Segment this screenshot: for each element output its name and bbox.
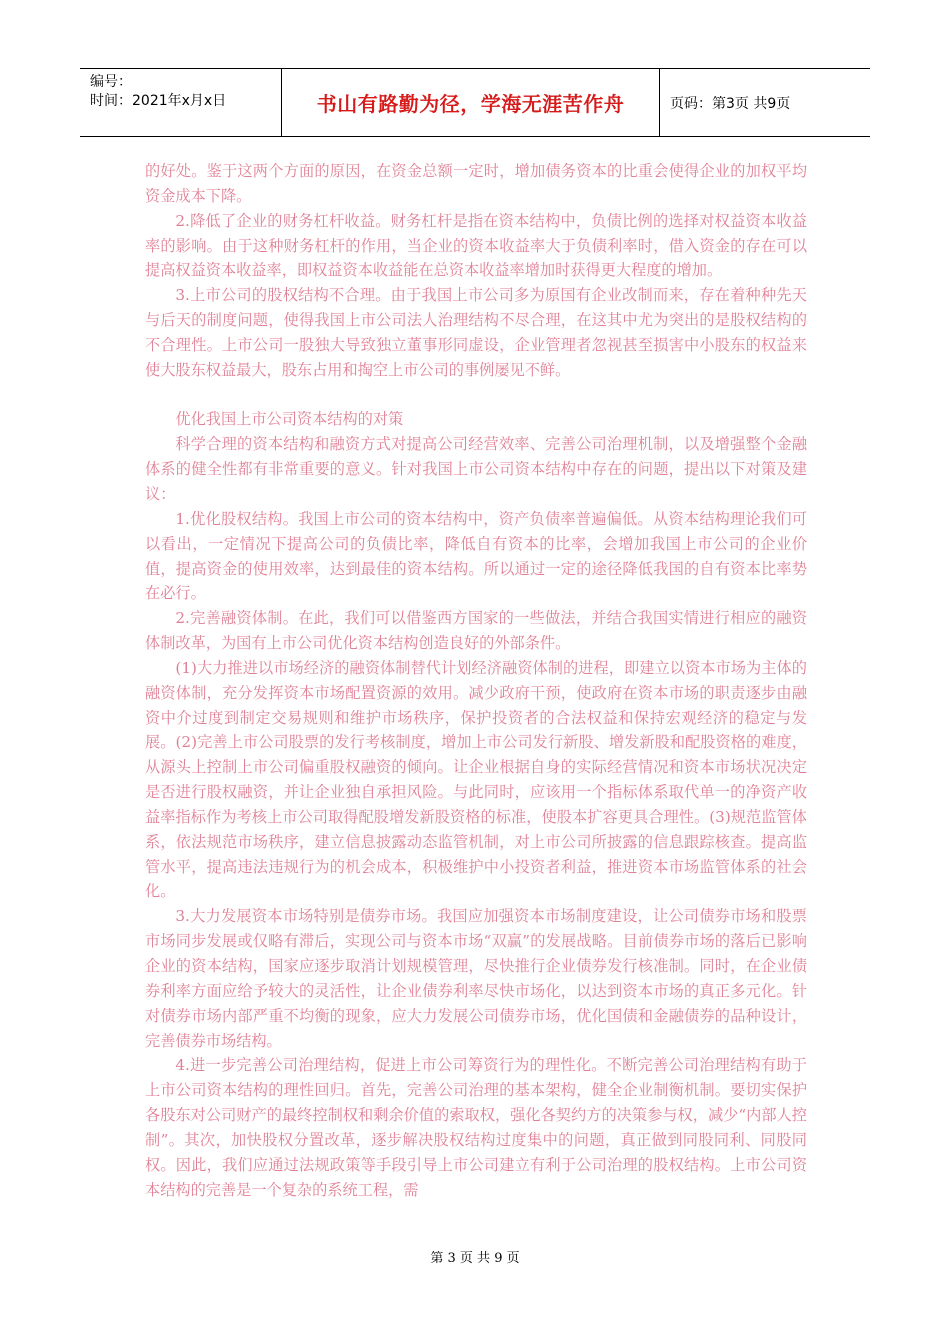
header-page-number: 页码：第3页 共9页 <box>670 95 791 112</box>
paragraph-financing-system: 2.完善融资体制。在此，我们可以借鉴西方国家的一些做法，并结合我国实情进行相应的融资体制改革，为国有上市公司优化资本结构创造良好的外部条件。 <box>145 609 807 653</box>
paragraph-intro: 科学合理的资本结构和融资方式对提高公司经营效率、完善公司治理机制，以及增强整个金融体系的健全性都有非常重要的意义。针对我国上市公司资本结构中存在的问题，提出以下对策及建议： <box>145 435 807 503</box>
paragraph-continuation: 的好处。鉴于这两个方面的原因，在资金总额一定时，增加债务资本的比重会使得企业的加权平均资金成本下降。 <box>145 162 807 205</box>
paragraph-optimize-equity: 1.优化股权结构。我国上市公司的资本结构中，资产负债率普遍偏低。从资本结构理论我们可以看出，一定情况下提高公司的负债比率，降低自有资本的比率，会增加我国上市公司的企业价值，提高资金的使用效率，达到最佳的资本结构。所以通过一定的途径降低我国的自有资本比率势在必行。 <box>145 509 807 603</box>
header-motto: 书山有路勤为径，学海无涯苦作舟 <box>282 69 660 136</box>
document-body <box>145 159 807 1202</box>
paragraph-financial-leverage: 2.降低了企业的财务杠杆收益。财务杠杆是指在资本结构中，负债比例的选择对权益资本收益率的影响。由于这种财务杠杆的作用，当企业的资本收益率大于负债利率时，借入资金的存在可以提高权益资本收益率，即权益资本收益能在总资本收益率增加时获得更大程度的增加。 <box>145 211 807 280</box>
section-heading: 优化我国上市公司资本结构的对策 <box>175 410 404 429</box>
paragraph-bond-market: 3.大力发展资本市场特别是债券市场。我国应加强资本市场制度建设，让公司债券市场和股票市场同步发展或仅略有滞后，实现公司与资本市场“双赢”的发展战略。目前债券市场的落后已影响企业的资本结构，国家应逐步取消计划规模管理，尽快推行企业债券发行核准制。同时，在企业债券利率方面应给予较大的灵活性，让企业债券利率尽快市场化，以达到资本市场的真正多元化。针对债券市场内部严重不均衡的现象，应大力发展公司债券市场，优化国债和金融债券的品种设计，完善债券市场结构。 <box>145 907 807 1050</box>
header-meta <box>80 69 282 136</box>
paragraph-financing-details: (1)大力推进以市场经济的融资体制替代计划经济融资体制的进程，即建立以资本市场为主体的融资体制，充分发挥资本市场配置资源的效用。减少政府干预，使政府在资本市场的职责逐步由融资中介过度到制定交易规则和维护市场秩序，保护投资者的合法权益和保持宏观经济的稳定与发展。(2)完善上市公司股票的发行考核制度，增加上市公司发行新股、增发新股和配股资格的难度，从源头上控制上市公司偏重股权融资的倾向。让企业根据自身的实际经营情况和资本市场状况决定是否进行股权融资，并让企业独自承担风险。与此同时，应该用一个指标体系取代单一的净资产收益率指标作为考核上市公司取得配股增发新股资格的标准，使股本扩容更具合理性。(3)规范监管体系，依法规范市场秩序，建立信息披露动态监管机制，对上市公司所披露的信息跟踪核查。提高监管水平，提高违法违规行为的机会成本，积极维护中小投资者利益，推进资本市场监管体系的社会化。 <box>145 658 807 901</box>
page-footer: 第 3 页 共 9 页 <box>430 1251 520 1266</box>
paragraph-equity-structure: 3.上市公司的股权结构不合理。由于我国上市公司多为原国有企业改制而来，存在着种种先天与后天的制度问题，使得我国上市公司法人治理结构不尽合理，在这其中尤为突出的是股权结构的不合理性。上市公司一股独大导致独立董事形同虚设，企业管理者忽视甚至损害中小股东的权益来使大股东权益最大，股东占用和掏空上市公司的事例屡见不鲜。 <box>145 286 807 379</box>
page-header <box>80 68 870 137</box>
time-label: 时间：2021年x月x日 <box>90 93 227 109</box>
code-label: 编号： <box>90 74 132 90</box>
paragraph-governance: 4.进一步完善公司治理结构，促进上市公司筹资行为的理性化。不断完善公司治理结构有助于上市公司资本结构的理性回归。首先，完善公司治理的基本架构，健全企业制衡机制。要切实保护各股东对公司财产的最终控制权和剩余价值的索取权，强化各契约方的决策参与权，减少“内部人控制”。其次，加快股权分置改革，逐步解决股权结构过度集中的问题，真正做到同股同利、同股同权。因此，我们应通过法规政策等手段引导上市公司建立有利于公司治理的股权结构。上市公司资本结构的完善是一个复杂的系统工程，需 <box>145 1056 807 1199</box>
